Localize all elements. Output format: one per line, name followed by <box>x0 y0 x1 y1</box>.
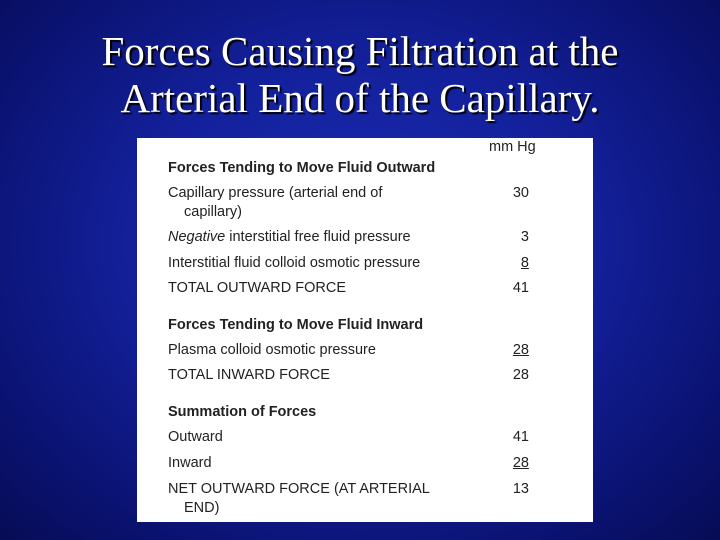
negative-word: Negative <box>168 229 226 245</box>
unit-column-header: mm Hg <box>489 139 536 155</box>
total-inward-label: TOTAL INWARD FORCE <box>168 367 330 383</box>
capillary-pressure-value: 30 <box>512 185 529 201</box>
outward-heading-label: Forces Tending to Move Fluid Outward <box>168 160 436 176</box>
net-outward-label <box>168 480 488 518</box>
slide-title-line-2: Arterial End of the Capillary. <box>120 75 600 121</box>
net-outward-label-line-2: END) <box>184 500 220 516</box>
summation-outward-value: 41 <box>512 429 529 445</box>
total-outward-label: TOTAL OUTWARD FORCE <box>168 280 347 296</box>
summation-inward-value: 28 <box>512 455 529 471</box>
inward-heading-label: Forces Tending to Move Fluid Inward <box>168 317 424 333</box>
interstitial-colloid-value: 8 <box>520 255 529 271</box>
net-outward-label-line-1: NET OUTWARD FORCE (AT ARTERIAL <box>168 481 430 497</box>
negative-interstitial-label <box>168 228 488 247</box>
summation-heading-label: Summation of Forces <box>168 404 317 420</box>
total-outward-value: 41 <box>512 280 529 296</box>
slide-title-line-1: Forces Causing Filtration at the <box>101 28 619 74</box>
capillary-pressure-label-line-2: capillary) <box>184 204 243 220</box>
plasma-colloid-value: 28 <box>512 342 529 358</box>
slide-title <box>0 28 720 122</box>
net-outward-value: 13 <box>512 481 529 497</box>
summation-inward-label: Inward <box>168 455 212 471</box>
interstitial-colloid-label: Interstitial fluid colloid osmotic pressure <box>168 255 421 271</box>
summation-outward-label: Outward <box>168 429 223 445</box>
negative-interstitial-value: 3 <box>520 229 529 245</box>
total-inward-value: 28 <box>512 367 529 383</box>
forces-table <box>137 138 593 522</box>
plasma-colloid-label: Plasma colloid osmotic pressure <box>168 342 376 358</box>
capillary-pressure-label-line-1: Capillary pressure (arterial end of <box>168 185 383 201</box>
capillary-pressure-label <box>168 184 488 222</box>
negative-interstitial-rest: interstitial free fluid pressure <box>225 229 411 245</box>
